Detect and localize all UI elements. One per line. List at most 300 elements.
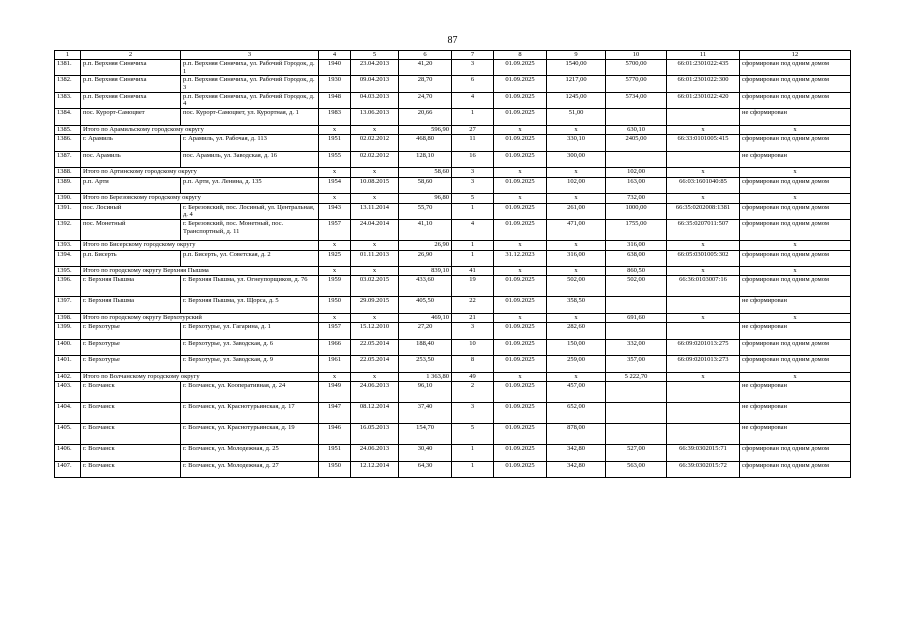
column-number: 10 — [606, 51, 667, 60]
house-address: г. Волчанск, ул. Краснотурьинская, д. 17 — [181, 403, 319, 424]
cost-value — [606, 297, 667, 313]
column-number: 8 — [494, 51, 547, 60]
row-number: 1404. — [55, 403, 81, 424]
cost-value: 5770,00 — [606, 76, 667, 92]
plot-area: x — [547, 313, 606, 323]
survey-date: 24.06.2013 — [351, 382, 399, 403]
land-status: не сформирован — [740, 109, 851, 125]
plot-area: x — [547, 372, 606, 382]
survey-date: 09.04.2013 — [351, 76, 399, 92]
cadastral-number — [667, 297, 740, 313]
plot-area: 1245,00 — [547, 92, 606, 108]
settlement-name: пос. Курорт-Самоцвет — [81, 109, 181, 125]
table-row — [55, 135, 851, 151]
settlement-name: р.п. Верхняя Синячиха — [81, 92, 181, 108]
settlement-name: г. Верхотурье — [81, 323, 181, 339]
cadastral-number: 66:35:0207011:507 — [667, 219, 740, 240]
subtotal-row — [55, 372, 851, 382]
table-row — [55, 276, 851, 297]
year-built: 1957 — [319, 323, 351, 339]
resettlement-deadline: 01.09.2025 — [494, 339, 547, 355]
cadastral-number: 66:03:1601040:85 — [667, 177, 740, 193]
survey-date: x — [351, 125, 399, 135]
column-number: 11 — [667, 51, 740, 60]
floor-area: 26,90 — [399, 240, 452, 250]
survey-date: 02.02.2012 — [351, 135, 399, 151]
plot-area: x — [547, 240, 606, 250]
table-row — [55, 382, 851, 403]
floor-area: 154,70 — [399, 424, 452, 445]
resident-count: 3 — [452, 167, 494, 177]
land-status: сформирован под одним домом — [740, 250, 851, 266]
table-row — [55, 297, 851, 313]
cost-value: 638,00 — [606, 250, 667, 266]
settlement-name: пос. Лосиный — [81, 203, 181, 219]
resettlement-deadline: 01.09.2025 — [494, 203, 547, 219]
subtotal-row — [55, 266, 851, 276]
survey-date: 15.12.2010 — [351, 323, 399, 339]
cost-value — [606, 151, 667, 167]
cost-value: 163,00 — [606, 177, 667, 193]
floor-area: 839,10 — [399, 266, 452, 276]
land-status: x — [740, 167, 851, 177]
cost-value: 5700,00 — [606, 60, 667, 76]
resettlement-deadline: 01.09.2025 — [494, 76, 547, 92]
table-row — [55, 461, 851, 477]
year-built: 1959 — [319, 276, 351, 297]
resident-count: 21 — [452, 313, 494, 323]
resettlement-deadline: 01.09.2025 — [494, 92, 547, 108]
row-number: 1407. — [55, 461, 81, 477]
house-address: г. Верхняя Пышма, ул. Щорса, д. 5 — [181, 297, 319, 313]
year-built: x — [319, 313, 351, 323]
resettlement-deadline: 01.09.2025 — [494, 135, 547, 151]
row-number: 1398. — [55, 313, 81, 323]
resident-count: 4 — [452, 92, 494, 108]
floor-area: 28,70 — [399, 76, 452, 92]
year-built: 1925 — [319, 250, 351, 266]
resettlement-deadline: 01.09.2025 — [494, 276, 547, 297]
resident-count: 1 — [452, 445, 494, 461]
cadastral-number: 66:01:2301022:300 — [667, 76, 740, 92]
year-built: 1943 — [319, 203, 351, 219]
resettlement-deadline: 01.09.2025 — [494, 60, 547, 76]
floor-area: 469,10 — [399, 313, 452, 323]
cost-value: 1755,00 — [606, 219, 667, 240]
settlement-name: г. Верхняя Пышма — [81, 297, 181, 313]
settlement-name: г. Верхняя Пышма — [81, 276, 181, 297]
house-address: г. Верхотурье, ул. Заводская, д. 6 — [181, 339, 319, 355]
subtotal-row — [55, 125, 851, 135]
house-address: г. Березовский, пос. Лосиный, ул. Центральная, д. 4 — [181, 203, 319, 219]
resident-count: 3 — [452, 323, 494, 339]
land-status: не сформирован — [740, 297, 851, 313]
land-status: x — [740, 193, 851, 203]
survey-date: 23.04.2013 — [351, 60, 399, 76]
floor-area: 188,40 — [399, 339, 452, 355]
year-built: x — [319, 240, 351, 250]
land-status: сформирован под одним домом — [740, 219, 851, 240]
resident-count: 8 — [452, 356, 494, 372]
resettlement-deadline: x — [494, 313, 547, 323]
subtotal-label: Итого по Волчанскому городскому округу — [81, 372, 319, 382]
survey-date: 10.08.2015 — [351, 177, 399, 193]
floor-area: 128,10 — [399, 151, 452, 167]
table-row — [55, 424, 851, 445]
resident-count: 49 — [452, 372, 494, 382]
survey-date: 01.11.2013 — [351, 250, 399, 266]
survey-date: 24.06.2013 — [351, 445, 399, 461]
year-built: x — [319, 372, 351, 382]
settlement-name: г. Волчанск — [81, 382, 181, 403]
resettlement-deadline: 01.09.2025 — [494, 403, 547, 424]
row-number: 1391. — [55, 203, 81, 219]
plot-area: 300,00 — [547, 151, 606, 167]
subtotal-row — [55, 313, 851, 323]
resettlement-deadline: x — [494, 372, 547, 382]
floor-area: 96,80 — [399, 193, 452, 203]
resettlement-deadline: 01.09.2025 — [494, 323, 547, 339]
resident-count: 22 — [452, 297, 494, 313]
year-built: 1954 — [319, 177, 351, 193]
survey-date: 13.11.2014 — [351, 203, 399, 219]
house-address: р.п. Верхняя Синячиха, ул. Рабочий Городок, д. 4 — [181, 92, 319, 108]
table-row — [55, 92, 851, 108]
floor-area: 64,30 — [399, 461, 452, 477]
survey-date: x — [351, 313, 399, 323]
house-address: г. Волчанск, ул. Молодежная, д. 25 — [181, 445, 319, 461]
floor-area: 1 363,80 — [399, 372, 452, 382]
resettlement-deadline: x — [494, 167, 547, 177]
table-row — [55, 76, 851, 92]
cost-value — [606, 403, 667, 424]
resident-count: 6 — [452, 76, 494, 92]
row-number: 1395. — [55, 266, 81, 276]
resident-count: 16 — [452, 151, 494, 167]
cadastral-number — [667, 424, 740, 445]
settlement-name: г. Верхотурье — [81, 339, 181, 355]
resettlement-deadline: 01.09.2025 — [494, 445, 547, 461]
resettlement-deadline: 01.09.2025 — [494, 356, 547, 372]
resident-count: 3 — [452, 60, 494, 76]
plot-area: 457,00 — [547, 382, 606, 403]
land-status: не сформирован — [740, 323, 851, 339]
house-address: г. Волчанск, ул. Кооперативная, д. 24 — [181, 382, 319, 403]
cadastral-number: 66:39:0302015:71 — [667, 445, 740, 461]
resettlement-deadline: 01.09.2025 — [494, 297, 547, 313]
house-address: г. Арамиль, ул. Рабочая, д. 113 — [181, 135, 319, 151]
cadastral-number — [667, 109, 740, 125]
year-built: 1940 — [319, 60, 351, 76]
land-status: сформирован под одним домом — [740, 339, 851, 355]
floor-area: 24,70 — [399, 92, 452, 108]
floor-area: 41,20 — [399, 60, 452, 76]
survey-date: x — [351, 266, 399, 276]
settlement-name: пос. Монетный — [81, 219, 181, 240]
house-address: г. Верхняя Пышма, ул. Огнеупорщиков, д. 76 — [181, 276, 319, 297]
cadastral-number: 66:36:0103007:16 — [667, 276, 740, 297]
house-address: г. Березовский, пос. Монетный, пос. Транспортный, д. 11 — [181, 219, 319, 240]
survey-date: 16.05.2013 — [351, 424, 399, 445]
plot-area: 282,60 — [547, 323, 606, 339]
settlement-name: г. Волчанск — [81, 424, 181, 445]
table-row — [55, 109, 851, 125]
resident-count: 1 — [452, 461, 494, 477]
table-row — [55, 445, 851, 461]
plot-area: 330,10 — [547, 135, 606, 151]
floor-area: 27,20 — [399, 323, 452, 339]
resident-count: 1 — [452, 109, 494, 125]
cost-value: 332,00 — [606, 339, 667, 355]
subtotal-label: Итого по городскому округу Верхотурский — [81, 313, 319, 323]
year-built: 1957 — [319, 219, 351, 240]
row-number: 1382. — [55, 76, 81, 92]
floor-area: 596,90 — [399, 125, 452, 135]
column-number: 3 — [181, 51, 319, 60]
resident-count: 2 — [452, 382, 494, 403]
survey-date: 22.05.2014 — [351, 339, 399, 355]
settlement-name: г. Волчанск — [81, 445, 181, 461]
plot-area: 878,00 — [547, 424, 606, 445]
resident-count: 4 — [452, 219, 494, 240]
land-status: x — [740, 125, 851, 135]
resident-count: 1 — [452, 250, 494, 266]
column-number: 4 — [319, 51, 351, 60]
floor-area: 253,50 — [399, 356, 452, 372]
land-status: сформирован под одним домом — [740, 92, 851, 108]
plot-area: 259,00 — [547, 356, 606, 372]
cost-value: 316,00 — [606, 240, 667, 250]
settlement-name: г. Арамиль — [81, 135, 181, 151]
cost-value: 563,00 — [606, 461, 667, 477]
land-status: не сформирован — [740, 424, 851, 445]
survey-date: 13.06.2013 — [351, 109, 399, 125]
cadastral-number: 66:01:2301022:420 — [667, 92, 740, 108]
cadastral-number: 66:39:0302015:72 — [667, 461, 740, 477]
table-row — [55, 250, 851, 266]
cost-value: 357,00 — [606, 356, 667, 372]
subtotal-label: Итого по Арамильскому городскому округу — [81, 125, 319, 135]
subtotal-label: Итого по Бисерскому городскому округу — [81, 240, 319, 250]
column-number: 5 — [351, 51, 399, 60]
plot-area: 342,80 — [547, 461, 606, 477]
cadastral-number — [667, 403, 740, 424]
land-status: сформирован под одним домом — [740, 203, 851, 219]
land-status: не сформирован — [740, 382, 851, 403]
row-number: 1383. — [55, 92, 81, 108]
house-address: пос. Арамиль, ул. Заводская, д. 16 — [181, 151, 319, 167]
row-number: 1402. — [55, 372, 81, 382]
year-built: 1951 — [319, 135, 351, 151]
plot-area: 652,00 — [547, 403, 606, 424]
settlement-name: р.п. Верхняя Синячиха — [81, 60, 181, 76]
survey-date: x — [351, 372, 399, 382]
survey-date: 03.02.2015 — [351, 276, 399, 297]
plot-area: x — [547, 266, 606, 276]
table-row — [55, 403, 851, 424]
column-number: 9 — [547, 51, 606, 60]
plot-area: 358,50 — [547, 297, 606, 313]
housing-register-table — [54, 50, 851, 478]
cost-value: 2405,00 — [606, 135, 667, 151]
cadastral-number: x — [667, 372, 740, 382]
house-address: р.п. Верхняя Синячиха, ул. Рабочий Городок, д. 3 — [181, 76, 319, 92]
subtotal-label: Итого по Березовскому городскому округу — [81, 193, 319, 203]
floor-area: 58,60 — [399, 167, 452, 177]
cost-value: 527,00 — [606, 445, 667, 461]
plot-area: x — [547, 193, 606, 203]
settlement-name: г. Волчанск — [81, 403, 181, 424]
resident-count: 19 — [452, 276, 494, 297]
cadastral-number — [667, 323, 740, 339]
resettlement-deadline: 01.09.2025 — [494, 219, 547, 240]
land-status: сформирован под одним домом — [740, 76, 851, 92]
row-number: 1392. — [55, 219, 81, 240]
survey-date: 22.05.2014 — [351, 356, 399, 372]
column-number: 6 — [399, 51, 452, 60]
year-built: 1946 — [319, 424, 351, 445]
row-number: 1405. — [55, 424, 81, 445]
cost-value: 860,50 — [606, 266, 667, 276]
year-built: 1950 — [319, 297, 351, 313]
plot-area: 316,00 — [547, 250, 606, 266]
plot-area: 150,00 — [547, 339, 606, 355]
floor-area: 433,60 — [399, 276, 452, 297]
cadastral-number: 66:09:0201013:275 — [667, 339, 740, 355]
resident-count: 1 — [452, 203, 494, 219]
resettlement-deadline: 01.09.2025 — [494, 382, 547, 403]
survey-date: 24.04.2014 — [351, 219, 399, 240]
cost-value: 5734,00 — [606, 92, 667, 108]
resettlement-deadline: x — [494, 193, 547, 203]
cadastral-number: x — [667, 193, 740, 203]
row-number: 1399. — [55, 323, 81, 339]
year-built: 1947 — [319, 403, 351, 424]
land-status: сформирован под одним домом — [740, 461, 851, 477]
row-number: 1390. — [55, 193, 81, 203]
table-row — [55, 60, 851, 76]
resident-count: 5 — [452, 424, 494, 445]
floor-area: 58,60 — [399, 177, 452, 193]
row-number: 1393. — [55, 240, 81, 250]
land-status: не сформирован — [740, 151, 851, 167]
row-number: 1401. — [55, 356, 81, 372]
land-status: x — [740, 313, 851, 323]
year-built: 1930 — [319, 76, 351, 92]
cost-value: 732,00 — [606, 193, 667, 203]
year-built: 1949 — [319, 382, 351, 403]
cadastral-number: 66:33:0101005:415 — [667, 135, 740, 151]
survey-date: 08.12.2014 — [351, 403, 399, 424]
survey-date: x — [351, 167, 399, 177]
resettlement-deadline: 01.09.2025 — [494, 109, 547, 125]
land-status: сформирован под одним домом — [740, 445, 851, 461]
plot-area: x — [547, 125, 606, 135]
land-status: сформирован под одним домом — [740, 177, 851, 193]
cost-value: 102,00 — [606, 167, 667, 177]
resettlement-deadline: x — [494, 125, 547, 135]
page-number: 87 — [447, 35, 458, 46]
house-address: р.п. Верхняя Синячиха, ул. Рабочий Городок, д. 1 — [181, 60, 319, 76]
house-address: г. Волчанск, ул. Краснотурьинская, д. 19 — [181, 424, 319, 445]
floor-area: 26,90 — [399, 250, 452, 266]
row-number: 1397. — [55, 297, 81, 313]
settlement-name: р.п. Бисерть — [81, 250, 181, 266]
cadastral-number: x — [667, 240, 740, 250]
subtotal-label: Итого по Артинскому городскому округу — [81, 167, 319, 177]
land-status: сформирован под одним домом — [740, 135, 851, 151]
plot-area: 51,00 — [547, 109, 606, 125]
land-status: не сформирован — [740, 403, 851, 424]
cadastral-number: x — [667, 125, 740, 135]
resettlement-deadline: 01.09.2025 — [494, 461, 547, 477]
year-built: x — [319, 193, 351, 203]
row-number: 1389. — [55, 177, 81, 193]
plot-area: 1540,00 — [547, 60, 606, 76]
year-built: x — [319, 125, 351, 135]
floor-area: 37,40 — [399, 403, 452, 424]
table-row — [55, 151, 851, 167]
land-status: x — [740, 240, 851, 250]
table-row — [55, 177, 851, 193]
row-number: 1394. — [55, 250, 81, 266]
cost-value — [606, 323, 667, 339]
year-built: x — [319, 266, 351, 276]
row-number: 1381. — [55, 60, 81, 76]
plot-area: x — [547, 167, 606, 177]
column-number: 12 — [740, 51, 851, 60]
resident-count: 10 — [452, 339, 494, 355]
resettlement-deadline: x — [494, 266, 547, 276]
land-status: x — [740, 266, 851, 276]
settlement-name: г. Волчанск — [81, 461, 181, 477]
year-built: 1966 — [319, 339, 351, 355]
plot-area: 1217,00 — [547, 76, 606, 92]
row-number: 1400. — [55, 339, 81, 355]
survey-date: 12.12.2014 — [351, 461, 399, 477]
plot-area: 502,00 — [547, 276, 606, 297]
floor-area: 55,70 — [399, 203, 452, 219]
table-row — [55, 339, 851, 355]
table-row — [55, 323, 851, 339]
cost-value: 5 222,70 — [606, 372, 667, 382]
resettlement-deadline: 31.12.2023 — [494, 250, 547, 266]
cadastral-number: x — [667, 266, 740, 276]
resident-count: 3 — [452, 177, 494, 193]
resettlement-deadline: 01.09.2025 — [494, 424, 547, 445]
row-number: 1388. — [55, 167, 81, 177]
resident-count: 11 — [452, 135, 494, 151]
plot-area: 471,00 — [547, 219, 606, 240]
cadastral-number: x — [667, 167, 740, 177]
resident-count: 1 — [452, 240, 494, 250]
cadastral-number: 66:09:0201013:273 — [667, 356, 740, 372]
cadastral-number: x — [667, 313, 740, 323]
house-address: пос. Курорт-Самоцвет, ул. Курортная, д. 1 — [181, 109, 319, 125]
year-built: 1951 — [319, 445, 351, 461]
cost-value — [606, 109, 667, 125]
land-status: сформирован под одним домом — [740, 276, 851, 297]
house-address: г. Верхотурье, ул. Гагарина, д. 1 — [181, 323, 319, 339]
land-status: сформирован под одним домом — [740, 60, 851, 76]
resettlement-deadline: x — [494, 240, 547, 250]
row-number: 1396. — [55, 276, 81, 297]
row-number: 1403. — [55, 382, 81, 403]
survey-date: 02.02.2012 — [351, 151, 399, 167]
land-status: сформирован под одним домом — [740, 356, 851, 372]
house-address: г. Волчанск, ул. Молодежная, д. 27 — [181, 461, 319, 477]
subtotal-row — [55, 193, 851, 203]
